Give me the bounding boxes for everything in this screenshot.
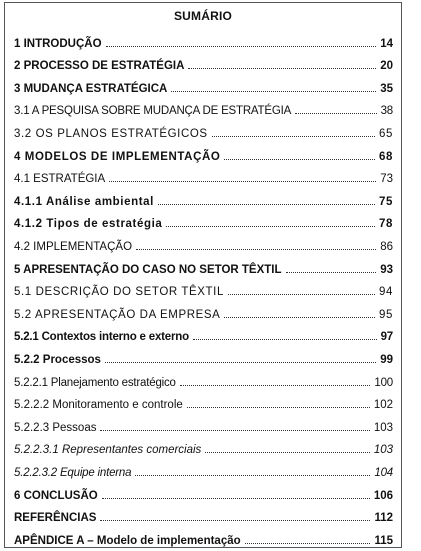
toc-entry-page: 94: [379, 286, 393, 298]
toc-leader-dots: [224, 159, 375, 160]
toc-entry: [14, 373, 393, 389]
toc-entry-page: 86: [380, 241, 393, 253]
toc-entry-page: 102: [373, 399, 393, 411]
toc-entry-label: 6 CONCLUSÃO: [14, 490, 98, 502]
toc-leader-dots: [228, 294, 375, 295]
toc-entry-page: 95: [379, 309, 393, 321]
toc-leader-dots: [224, 317, 375, 318]
toc-entry-label: APÊNDICE A – Modelo de implementação: [14, 535, 241, 547]
toc-entry: [14, 463, 393, 479]
toc-entry: [14, 418, 393, 434]
toc-entry: [14, 192, 393, 208]
toc-entry-label: REFERÊNCIAS: [14, 512, 97, 524]
toc-leader-dots: [166, 226, 375, 227]
toc-entry-page: 35: [380, 83, 393, 95]
toc-leader-dots: [100, 520, 370, 521]
toc-frame: [4, 2, 402, 548]
toc-entry-label: 5.2.2.3.1 Representantes comerciais: [14, 444, 202, 456]
toc-entry: [14, 79, 393, 95]
toc-entry: [14, 124, 393, 140]
toc-leader-dots: [180, 385, 371, 386]
toc-entry-label: 5.2 APRESENTAÇÃO DA EMPRESA: [14, 309, 221, 321]
toc-leader-dots: [102, 498, 370, 499]
toc-entry-label: 5.2.1 Contextos interno e externo: [14, 331, 189, 343]
toc-entry-page: 104: [374, 467, 393, 479]
toc-entry: [14, 440, 393, 456]
toc-entry-page: 99: [380, 354, 393, 366]
toc-entry-page: 103: [373, 422, 393, 434]
toc-entry: [14, 260, 393, 276]
toc-entry-page: 103: [373, 444, 393, 456]
toc-entry: [14, 282, 393, 298]
toc-entry: [14, 305, 393, 321]
toc-entry-label: 1 INTRODUÇÃO: [14, 38, 102, 50]
toc-entry-label: 3 MUDANÇA ESTRATÉGICA: [14, 83, 168, 95]
toc-entry-label: 5.1 DESCRIÇÃO DO SETOR TÊXTIL: [14, 286, 224, 298]
toc-entry-label: 4.2 IMPLEMENTAÇÃO: [14, 241, 133, 253]
toc-entry-label: 4.1 ESTRATÉGIA: [14, 173, 106, 185]
toc-title: SUMÁRIO: [173, 9, 233, 23]
toc-entry-page: 68: [379, 151, 393, 163]
toc-entry-label: 2 PROCESSO DE ESTRATÉGIA: [14, 60, 185, 72]
toc-entry: [14, 327, 393, 343]
toc-leader-dots: [245, 543, 371, 544]
toc-entry-page: 65: [379, 128, 393, 140]
toc-entry-label: 4 MODELOS DE IMPLEMENTAÇÃO: [14, 151, 221, 163]
toc-leader-dots: [100, 430, 369, 431]
toc-entry-page: 38: [380, 105, 393, 117]
toc-entry-label: 5.2.2.3.2 Equipe interna: [14, 467, 132, 479]
toc-entry-page: 20: [380, 60, 393, 72]
toc-entry-page: 97: [380, 331, 393, 343]
toc-entry-page: 78: [379, 218, 393, 230]
toc-entry: [14, 237, 393, 253]
toc-entry-label: 5.2.2 Processos: [14, 354, 101, 366]
toc-entry-page: 73: [380, 173, 393, 185]
toc-entry: [14, 508, 393, 524]
toc-entry: [14, 34, 393, 50]
toc-entry-page: 93: [380, 264, 393, 276]
toc-entry-label: 5 APRESENTAÇÃO DO CASO NO SETOR TÊXTIL: [14, 264, 282, 276]
toc-leader-dots: [188, 68, 376, 69]
toc-entry: [14, 395, 393, 411]
toc-entry-page: 106: [373, 490, 393, 502]
toc-leader-dots: [187, 407, 370, 408]
toc-entry: [14, 350, 393, 366]
toc-entry-label: 5.2.2.3 Pessoas: [14, 422, 97, 434]
toc-entry-label: 3.2 OS PLANOS ESTRATÉGICOS: [14, 128, 208, 140]
toc-entry-page: 75: [379, 196, 393, 208]
toc-entry-page: 112: [374, 512, 393, 524]
toc-leader-dots: [158, 204, 375, 205]
toc-leader-dots: [171, 91, 376, 92]
toc-leader-dots: [295, 113, 377, 114]
toc-leader-dots: [106, 46, 377, 47]
toc-entry: [14, 147, 393, 163]
toc-leader-dots: [286, 272, 377, 273]
toc-entry-label: 5.2.2.1 Planejamento estratégico: [14, 377, 176, 389]
toc-entry: [14, 214, 393, 230]
toc-entry-page: 14: [380, 38, 393, 50]
toc-entry: [14, 101, 393, 117]
toc-entry-label: 4.1.1 Análise ambiental: [14, 196, 154, 208]
toc-entry-page: 115: [374, 535, 393, 547]
toc-leader-dots: [212, 136, 375, 137]
toc-entry-label: 5.2.2.2 Monitoramento e controle: [14, 399, 183, 411]
toc-leader-dots: [135, 475, 370, 476]
toc-leader-dots: [105, 362, 376, 363]
toc-entry-page: 100: [374, 377, 393, 389]
toc-entry: [14, 486, 393, 502]
toc-entry-label: 4.1.2 Tipos de estratégia: [14, 218, 163, 230]
toc-leader-dots: [109, 181, 376, 182]
toc-entry: [14, 531, 393, 547]
toc-entry: [14, 169, 393, 185]
toc-leader-dots: [136, 249, 376, 250]
toc-entry: [14, 56, 393, 72]
toc-entry-label: 3.1 A PESQUISA SOBRE MUDANÇA DE ESTRATÉGIA: [14, 105, 292, 117]
toc-leader-dots: [193, 339, 377, 340]
toc-leader-dots: [205, 452, 370, 453]
